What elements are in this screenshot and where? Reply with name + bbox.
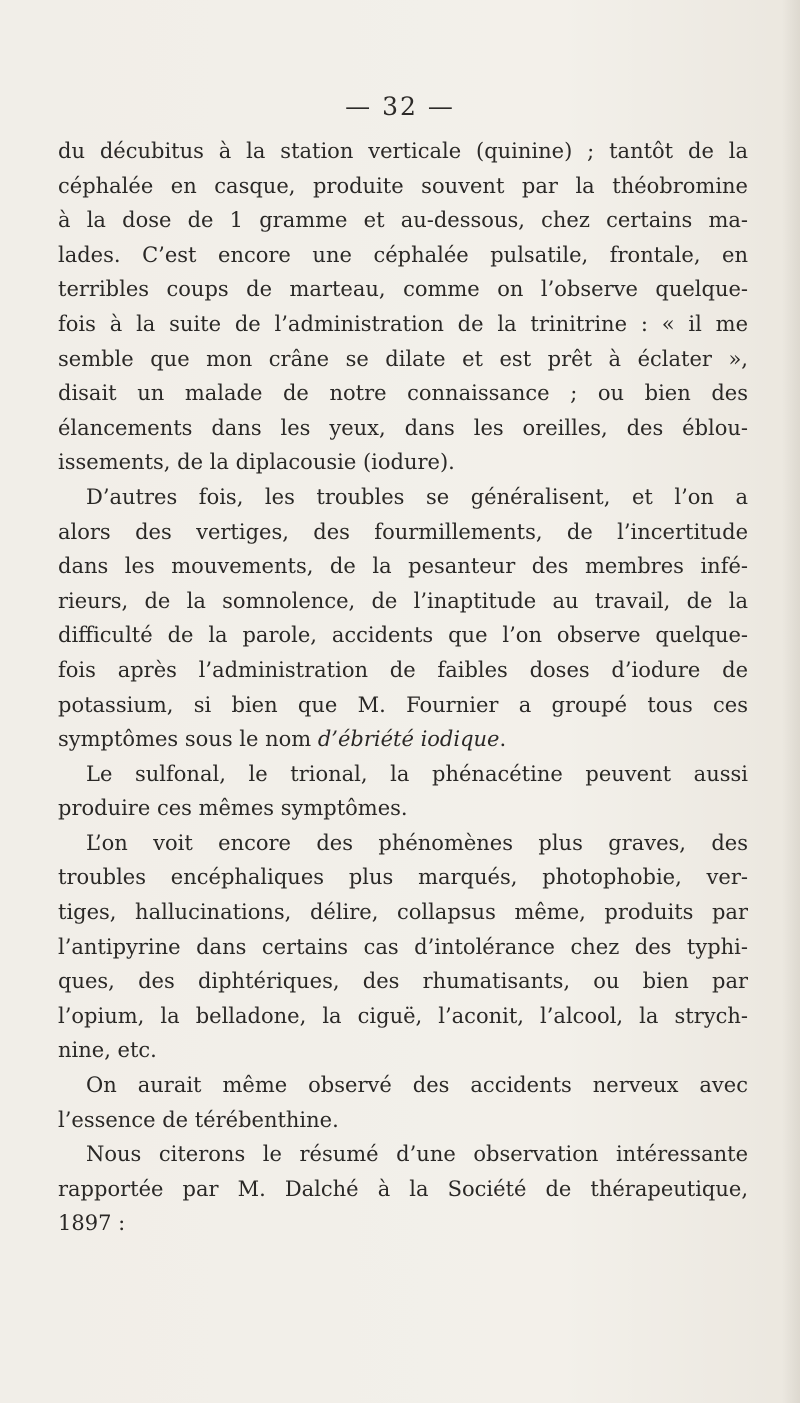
paragraph-start-line: Le sulfonal, le trional, la phénacétine peuvent aussi [86, 761, 748, 786]
text-line: dans les mouvements, de la pesanteur des membres infé- [58, 554, 748, 579]
text-line: issements, de la diplacousie (iodure). [58, 450, 455, 475]
page-number: — 32 — [345, 92, 455, 121]
body-text [58, 134, 748, 1241]
paragraph-start-line: L’on voit encore des phénomènes plus graves, des [86, 830, 748, 855]
paragraph-start-line: D’autres fois, les troubles se généralisent, et l’on a [86, 484, 748, 509]
page-edge-shadow [782, 0, 800, 1403]
text-line: fois après l’administration de faibles doses d’iodure de [58, 657, 748, 682]
text-line: terribles coups de marteau, comme on l’observe quelque- [58, 277, 748, 302]
text-line: l’antipyrine dans certains cas d’intolérance chez des typhi- [58, 934, 748, 959]
text-line: rieurs, de la somnolence, de l’inaptitude au travail, de la [58, 588, 748, 613]
italic-term: d’ébriété iodique [317, 727, 500, 752]
paragraph-start-line: On aurait même observé des accidents nerveux avec [86, 1073, 748, 1098]
text-line: nine, etc. [58, 1038, 157, 1063]
text-line: lades. C’est encore une céphalée pulsatile, frontale, en [58, 242, 748, 267]
text-line: tiges, hallucinations, délire, collapsus même, produits par [58, 900, 748, 925]
text-line: produire ces mêmes symptômes. [58, 796, 408, 821]
text-line: à la dose de 1 gramme et au-dessous, chez certains ma- [58, 208, 748, 233]
text-line: disait un malade de notre connaissance ; ou bien des [58, 381, 748, 406]
text-line: 1897 : [58, 1211, 126, 1236]
text-line: fois à la suite de l’administration de la trinitrine : « il me [58, 311, 748, 336]
text-line: l’opium, la belladone, la ciguë, l’aconit, l’alcool, la strych- [58, 1003, 748, 1028]
text-line: troubles encéphaliques plus marqués, photophobie, ver- [58, 865, 748, 890]
text-line: l’essence de térébenthine. [58, 1107, 339, 1132]
text-line: ques, des diphtériques, des rhumatisants, ou bien par [58, 969, 748, 994]
text-line: alors des vertiges, des fourmillements, de l’incertitude [58, 519, 748, 544]
text-line: céphalée en casque, produite souvent par la théobromine [58, 173, 748, 198]
text-line: du décubitus à la station verticale (quinine) ; tantôt de la [58, 139, 748, 163]
paragraph-start-line: Nous citerons le résumé d’une observation intéressante [86, 1142, 748, 1167]
sentence-end: . [499, 727, 507, 752]
text-line: semble que mon crâne se dilate et est prêt à éclater », [58, 346, 748, 371]
text-line: difficulté de la parole, accidents que l’on observe quelque- [58, 623, 748, 648]
text-line: rapportée par M. Dalché à la Société de thérapeutique, [58, 1176, 748, 1201]
text-line: potassium, si bien que M. Fournier a groupé tous ces [58, 692, 748, 717]
text-line-with-emphasis [58, 722, 748, 757]
text-line: élancements dans les yeux, dans les oreilles, des éblou- [58, 415, 748, 440]
text-segment: symptômes sous le nom [58, 727, 312, 752]
